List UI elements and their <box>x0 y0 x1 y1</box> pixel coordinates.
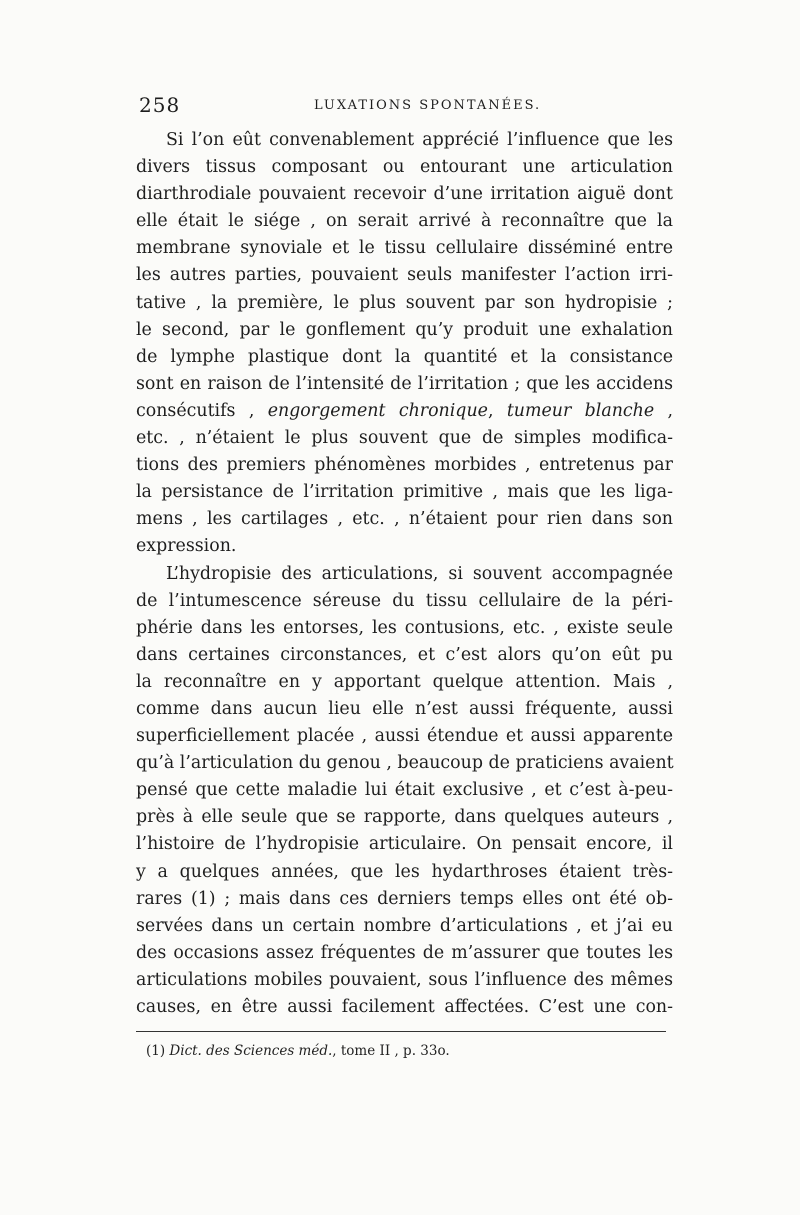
text-line: mens , les cartilages , etc. , n’étaient pour rien dans son <box>136 509 673 530</box>
text-line: expression. <box>136 536 237 557</box>
body-text <box>136 127 673 1021</box>
text-line: y a quelques années, que les hydarthroses étaient très- <box>136 861 673 882</box>
text-run: , <box>487 400 507 421</box>
text-line: de l’intumescence séreuse du tissu cellulaire de la péri- <box>136 590 673 611</box>
text-line: L’hydropisie des articulations, si souvent accompagnée <box>166 563 673 584</box>
text-line: la persistance de l’irritation primitive , mais que les liga- <box>136 482 673 503</box>
text-line: près à elle seule que se rapporte, dans quelques auteurs , <box>136 807 673 828</box>
text-line: le second, par le gonflement qu’y produit une exhalation <box>136 319 673 340</box>
text-line: tions des premiers phénomènes morbides , entretenus par <box>136 455 673 476</box>
text-line: articulations mobiles pouvaient, sous l’influence des mêmes <box>136 969 673 990</box>
text-line: diarthrodiale pouvaient recevoir d’une irritation aiguë dont <box>136 184 673 205</box>
text-line: l’histoire de l’hydropisie articulaire. On pensait encore, il <box>136 834 673 855</box>
text-line: la reconnaître en y apportant quelque attention. Mais , <box>136 671 673 692</box>
text-line: Si l’on eût convenablement apprécié l’influence que les <box>166 130 673 150</box>
text-line-mixed <box>136 398 673 425</box>
page-number: 258 <box>139 93 181 117</box>
text-line: divers tissus composant ou entourant une articulation <box>136 157 673 178</box>
text-line: servées dans un certain nombre d’articulations , et j’ai eu <box>136 915 673 936</box>
italic-term: tumeur blanche <box>506 400 655 421</box>
text-line: causes, en être aussi facilement affectées. C’est une con- <box>136 997 673 1017</box>
text-line: qu’à l’articulation du genou , beaucoup de praticiens avaient <box>136 753 674 774</box>
footnote-rest: , tome II , p. 33o. <box>332 1043 450 1059</box>
text-run: , <box>654 400 674 421</box>
text-line: sont en raison de l’intensité de l’irritation ; que les accidens <box>136 373 673 394</box>
footnote-source: Dict. des Sciences méd. <box>169 1043 333 1059</box>
text-line: etc. , n’étaient le plus souvent que de simples modifica- <box>136 428 673 449</box>
running-title: LUXATIONS SPONTANÉES. <box>314 98 542 113</box>
text-line: pensé que cette maladie lui était exclusive , et c’est à-peu- <box>136 780 673 801</box>
text-line: elle était le siége , on serait arrivé à reconnaître que la <box>136 211 673 232</box>
text-run: consécutifs , <box>136 400 268 421</box>
footnote-marker: (1) <box>146 1043 170 1059</box>
text-line: phérie dans les entorses, les contusions, etc. , existe seule <box>136 617 673 638</box>
text-line: les autres parties, pouvaient seuls manifester l’action irri- <box>136 265 673 286</box>
text-line: superficiellement placée , aussi étendue et aussi apparente <box>136 726 673 747</box>
text-line: dans certaines circonstances, et c’est alors qu’on eût pu <box>136 644 673 665</box>
text-line: tative , la première, le plus souvent par son hydropisie ; <box>136 292 673 313</box>
text-line: des occasions assez fréquentes de m’assurer que toutes les <box>136 942 673 963</box>
footnote-divider <box>136 1031 666 1032</box>
italic-term: engorgement chronique <box>267 400 488 421</box>
footnote <box>146 1043 450 1059</box>
page-header <box>139 93 673 121</box>
text-line: de lymphe plastique dont la quantité et la consistance <box>136 346 673 367</box>
text-line: rares (1) ; mais dans ces derniers temps elles ont été ob- <box>136 888 673 909</box>
text-line: membrane synoviale et le tissu cellulaire disséminé entre <box>136 238 673 259</box>
text-line: comme dans aucun lieu elle n’est aussi fréquente, aussi <box>136 698 673 719</box>
